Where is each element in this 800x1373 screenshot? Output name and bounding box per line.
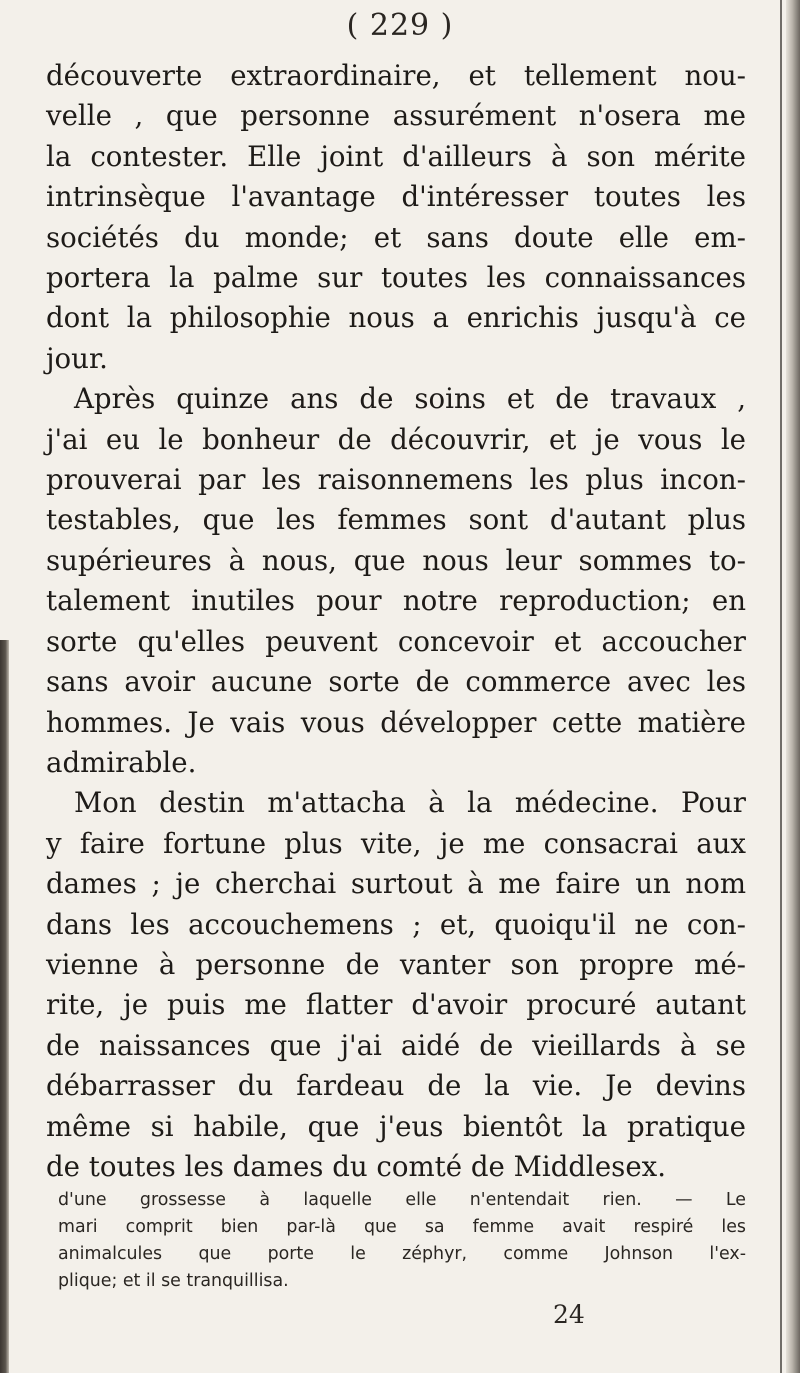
text-line: dans les accouchemens ; et, quoiqu'il ne con-: [46, 907, 746, 941]
text-line: de toutes les dames du comté de Middlesex.: [46, 1149, 666, 1183]
text-line: velle , que personne assurément n'osera me: [46, 99, 746, 133]
footnote-line: animalcules que porte le zéphyr, comme Johnson l'ex-: [58, 1244, 746, 1264]
footnote: [58, 1187, 746, 1295]
text-line: admirable.: [46, 745, 197, 779]
text-line: intrinsèque l'avantage d'intéresser toutes les: [46, 180, 746, 214]
text-line: sociétés du monde; et sans doute elle em-: [46, 220, 746, 254]
text-line: talement inutiles pour notre reproduction; en: [46, 584, 746, 618]
text-line: Mon destin m'attacha à la médecine. Pour: [74, 786, 746, 820]
text-line: dames ; je cherchai surtout à me faire un nom: [46, 867, 746, 901]
text-line: testables, que les femmes sont d'autant plus: [46, 503, 746, 537]
footnote-line: plique; et il se tranquillisa.: [58, 1271, 289, 1291]
text-line: jour.: [46, 341, 108, 375]
text-line: même si habile, que j'eus bientôt la pratique: [46, 1109, 746, 1143]
text-line: vienne à personne de vanter son propre mé-: [46, 947, 746, 981]
page-number: ( 229 ): [346, 8, 454, 43]
text-line: hommes. Je vais vous développer cette matière: [46, 705, 746, 739]
page-gutter-shadow: [0, 640, 9, 1373]
text-line: rite, je puis me flatter d'avoir procuré autant: [46, 988, 746, 1022]
text-line: dont la philosophie nous a enrichis jusqu'à ce: [46, 301, 746, 335]
page-binding-edge: [786, 0, 800, 1373]
text-line: supérieures à nous, que nous leur sommes to-: [46, 543, 746, 577]
text-line: découverte extraordinaire, et tellement nou-: [46, 59, 746, 92]
text-line: sorte qu'elles peuvent concevoir et accoucher: [46, 624, 746, 658]
text-line: débarrasser du fardeau de la vie. Je devins: [46, 1069, 746, 1103]
text-line: j'ai eu le bonheur de découvrir, et je vous le: [46, 422, 746, 456]
text-line: portera la palme sur toutes les connaissances: [46, 261, 746, 295]
text-line: la contester. Elle joint d'ailleurs à son mérite: [46, 139, 746, 173]
text-line: Après quinze ans de soins et de travaux ,: [74, 382, 746, 416]
text-line: sans avoir aucune sorte de commerce avec les: [46, 665, 746, 699]
footnote-line: mari comprit bien par-là que sa femme avait respiré les: [58, 1217, 746, 1237]
text-line: de naissances que j'ai aidé de vieillards à se: [46, 1028, 746, 1062]
signature-mark: 24: [553, 1300, 585, 1329]
text-line: y faire fortune plus vite, je me consacrai aux: [46, 826, 746, 860]
text-line: prouverai par les raisonnemens les plus incon-: [46, 463, 746, 497]
body-text: [46, 56, 746, 1187]
footnote-line: d'une grossesse à laquelle elle n'entendait rien. — Le: [58, 1190, 746, 1210]
